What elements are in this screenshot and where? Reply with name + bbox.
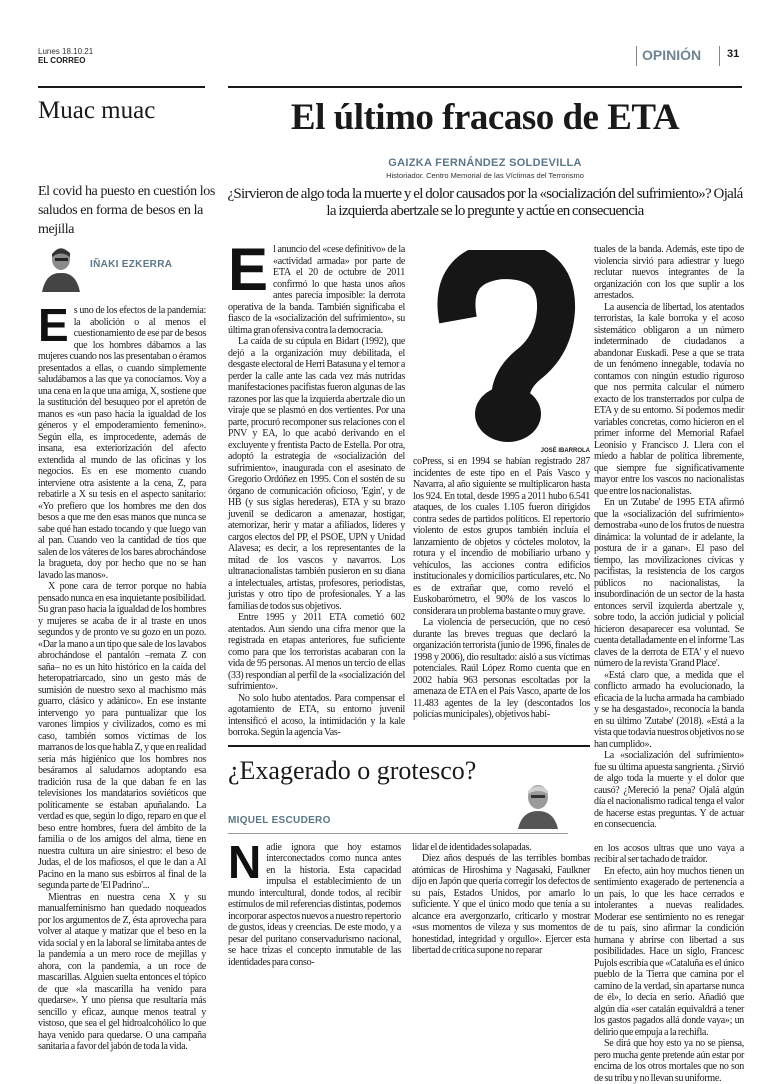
byline-rule xyxy=(228,833,568,834)
paragraph: Se dirá que hoy esto ya no se piensa, pero mucha gente pretende aún estar por encima de los otros mortales que no son de su tribu y no llevan su uniforme. xyxy=(594,1038,744,1084)
page-number: 31 xyxy=(727,48,739,60)
illustration-credit: JOSÉ IBARROLA xyxy=(541,448,590,454)
paragraph: Entre 1995 y 2011 ETA cometió 602 atentados. Aun siendo una cifra menor que la registrada en etapas anteriores, fue suficiente como para que los terroristas acabaran con la vida de 95 personas. Al menos un tercio de ellas (33) respondían al perfil de la «socialización del sufrimiento». xyxy=(228,612,405,693)
article-top-rule xyxy=(228,86,742,88)
paragraph: Mientras en nuestra cena X y su manualfeminismo han quedado noqueados por los argumentos de Z, ésta aprovecha para volver al ataque y matizar que el beso en la vida social y en la laboral se limitaba antes de la pandemia a un mero roce de mejillas y ahora, con la pandemia, a un roce de mascarillas. Alguien suelta entonces el tópico de que «la mascarilla ha venido para quedarse». Y uno piensa que resultaría más sencillo y eficaz, aunque menos teatral y vistoso, que sea el gel hidroalcohólico lo que haya venido para quedarse. O una campaña sanitaria a favor del jabón de toda la vida. xyxy=(38,892,206,1053)
author-role: Historiador. Centro Memorial de las Víctimas del Terrorismo xyxy=(228,171,742,180)
section-divider xyxy=(719,46,720,66)
question-mark-illustration xyxy=(413,244,590,456)
article-column-3 xyxy=(594,244,744,831)
column-subtitle: El covid ha puesto en cuestión los saludos en forma de besos en la mejilla xyxy=(38,182,218,239)
paragraph: en los acosos ultras que uno vaya a recibir al ser tachado de traidor. xyxy=(594,843,744,866)
second-article-column-2 xyxy=(412,842,590,957)
second-author-photo xyxy=(516,779,560,829)
page-date: Lunes 18.10.21 xyxy=(38,47,93,56)
paragraph: coPress, si en 1994 se habían registrado 287 incidentes de este tipo en el País Vasco y Navarra, al año siguiente se multiplicaron hasta los 924. En total, desde 1995 a 2011 hubo 6.541 ataques, de los cuales 1.105 fueron dirigidos contra sedes de partidos políticos. El repertorio violento de estos grupos también incluía el lanzamiento de objetos y cócteles molotov, la rotura y el incendio de mobiliario urbano y vehículos, las acciones contra edificios institucionales y domicilios particulares, etc. No es de extrañar que, como reveló el Euskobarómetro, el 90% de los vascos lo considerara un problema bastante o muy grave. xyxy=(413,456,590,617)
second-article-title: ¿Exagerado o grotesco? xyxy=(228,756,476,786)
second-article-columns xyxy=(228,842,590,969)
paragraph: l anuncio del «cese definitivo» de la «actividad armada» por parte de ETA el 20 de octubre de 2011 confirmó lo que hasta unos años antes parecía imposible: la derrota operativa de la banda. También significaba el fiasco de la «socialización del sufrimiento», su última gran ofensiva contra la democracia. xyxy=(228,244,405,336)
paragraph: La caída de su cúpula en Bidart (1992), que dejó a la organización muy debilitada, el desgaste electoral de Herri Batasuna y el temor a perder la calle ante las cada vez más nutridas manifestaciones pacifistas fueron algunas de las razones por las que la izquierda abertzale dio un viraje que se plasmó en dos vertientes. Por una parte, procuró recomponer sus relaciones con el PNV y EA, lo que acabó derivando en el excluyente y frentista Pacto de Estella. Por otra, adoptó la estrategia de «socialización del sufrimiento», inaugurada con el asesinato de Gregorio Ordóñez en 1995. Con el sostén de su órgano de comunicación oficioso, 'Egin', y de HB (y sus siglas herederas), ETA y su brazo juvenil se dedicaron a amenazar, hostigar, atemorizar, herir y matar a afiliados, líderes y cargos electos del PP, el PSOE, UPN y Unidad Alavesa; es decir, a los representantes de la mitad de los vascos y navarros. Los ultranacionalistas también pusieron en su diana a intelectuales, artistas, profesores, periodistas, juristas y otro tipo de profesionales. Y a las familias de todos sus objetivos. xyxy=(228,336,405,612)
paragraph: tuales de la banda. Además, este tipo de violencia sirvió para adiestrar y luego reclutar nuevos integrantes de la organización con los que suplir a los arrestados. xyxy=(594,244,744,302)
section-name: OPINIÓN xyxy=(642,47,701,63)
author-photo xyxy=(40,244,80,292)
article-author: GAIZKA FERNÁNDEZ SOLDEVILLA xyxy=(228,157,742,169)
column-body xyxy=(38,305,206,1053)
second-article-author: MIQUEL ESCUDERO xyxy=(228,815,331,826)
paragraph: «Está claro que, a medida que el conflicto armado ha evolucionado, la eficacia de la lucha armada ha cambiado y se ha desgastado», reconocía la banda en su último 'Zutabe' (2018). «Está a la vista que todavía nuestros objetivos no se han cumplido». xyxy=(594,670,744,751)
main-article-columns xyxy=(228,244,590,739)
column-top-rule xyxy=(38,86,205,88)
drop-cap: E xyxy=(38,306,69,344)
article-title: El último fracaso de ETA xyxy=(228,96,742,139)
paragraph: lidar el de identidades solapadas. xyxy=(412,842,590,854)
section-divider xyxy=(636,46,637,66)
article-column-2 xyxy=(413,456,590,721)
main-and-second-article-block xyxy=(228,244,590,968)
article-column-1 xyxy=(228,244,405,739)
paragraph: En efecto, aún hoy muchos tienen un sentimiento exagerado de pertenencia a un país, lo que les hace cerrados e intolerantes a nuevas realidades. Moderar ese sentimiento no es renegar de tu país, sino afirmar la condición humana y abrirse con libertad a sus posibilidades. Hace un siglo, Francesc Pujols escribía que «Cataluña es el único pueblo de la Tierra que camina por el camino de la verdad, sin apartarse nunca de él», lo decía en serio. Añadió que algún día «ser catalán equivaldrá a tener los gastos pagados allá donde vaya»; un delirio que empuja a la rechifla. xyxy=(594,866,744,1039)
article-subtitle: ¿Sirvieron de algo toda la muerte y el dolor causados por la «socialización del sufrimiento»? Ojalá la izquierda abertzale se lo pregunte y actúe en consecuencia xyxy=(224,186,746,220)
paragraph: La violencia de persecución, que no cesó durante las breves treguas que declaró la organización terrorista (junio de 1996, finales de 1998 y 2006), dio resultado: aisló a sus víctimas potenciales. Raúl López Romo cuenta que en 2002 había 963 personas escoltadas por la amenaza de ETA en el País Vasco, aparte de los 11.483 agentes de la ley (descontados los policías municipales), objetivos habi- xyxy=(413,617,590,721)
paragraph: adie ignora que hoy estamos interconectados como nunca antes en la historia. Esta capacidad impulsa el establecimiento de un mundo intercultural, donde todos, al recibir estímulos de mil referencias distintas, podemos incorporar aspectos nuevos a nuestro repertorio de gustos, ideas y creencias. De este modo, y a pesar del puritano conservadurismo nacional, se hace trizas el concepto inmutable de las identidades para conso- xyxy=(228,842,401,968)
paragraph: X pone cara de terror porque no había pensado nunca en esa inquietante posibilidad. Su gran paso hacia la igualdad de los hombres y mujeres se acaba de ir al traste en unos segundos y de pronto ve su gozo en un pozo. «Dar la mano a un tipo que sale de los lavabos abrochándose el pantalón –remata Z con saña– no es un hito histórico en la caída del heteropatriarcado, sino un gesto más de sumisión de nuestro sexo al machismo más guarro, clásico y adánico». En ese instante intervengo yo para puntualizar que los varones limpios y civilizados, como es mi caso, también somos víctimas de los marranos de los que habla Z, y que en realidad sería más higiénico que los hombres nos besáramos al saludarnos adoptando esa tradición rusa de la que daban fe en las televisiones los mandatarios soviéticos que políticamente se estaban apuñalando. La verdad es que, según lo digo, reparo en que el beso entre hombres, fuera del ámbito de la familia o de los amigos del alma, tiene en nuestra cultura un aire siniestro: el beso de Judas, el de los mafiosos, el que le dan a Al Pacino en la mano sus esbirros al final de la segunda parte de 'El Padrino'... xyxy=(38,581,206,892)
paragraph: No solo hubo atentados. Para compensar el agotamiento de ETA, su entorno juvenil intensificó el acoso, la intimidación y la kale borroka. Según la agencia Vas- xyxy=(228,693,405,739)
question-mark-icon xyxy=(413,250,590,450)
right-column-block xyxy=(594,244,744,1084)
drop-cap: N xyxy=(228,843,261,881)
second-article-column-1 xyxy=(228,842,401,969)
paragraph: s uno de los efectos de la pandemia: la abolición o al menos el cuestionamiento de ese par de besos que los hombres dábamos a las mujeres cuando nos las presentaban o éramos presentados a ellas, o cuando simplemente saludábamos a las que ya conocíamos. Voy a una cena en la que una amiga, X, sostiene que la sustitución del besuqueo por el apretón de manos es «un paso hacia la igualdad de los géneros y el empoderamiento femenino». Según ella, es improcedente, además de insana, esa exteriorización del afecto extendida al mundo de las oficinas y los negocios. Es en ese momento cuando interviene otra asistente a la cena, Z, para rebatirle a X su tesis en el aspecto sanitario: «Yo prefiero que los hombres me den dos besos a que me den esas manos que nunca se sabe qué han estado tocando y que luego van al pan. Cuando veo la cantidad de tíos que salen de los váteres de los bares abrochándose la bragueta, doy por hecho que no se han lavado las manos». xyxy=(38,305,206,581)
paragraph: La «socialización del sufrimiento» fue su última apuesta sangrienta. ¿Sirvió de algo toda la muerte y el dolor que causó? ¿Mereció la pena? Ojalá algún día el nacionalismo radical tenga el valor de hacerse estas preguntas. Y de actuar en consecuencia. xyxy=(594,750,744,831)
paragraph: Diez años después de las terribles bombas atómicas de Hiroshima y Nagasaki, Faulkner dijo en Japón que quería corregir los defectos de su país, Estados Unidos, por amarlo lo suficiente. Y que el único modo que tenía a su alcance era avergonzarlo, criticarlo y mostrar «sus momentos de vileza y sus momentos de honestidad, integridad y orgullo». Ejercer esta libertad de crítica supone no reparar xyxy=(412,853,590,957)
paragraph: En un 'Zutabe' de 1995 ETA afirmó que la «socialización del sufrimiento» demostraba «uno de los frutos de nuestra dinámica: la voluntad de ir adelante, la postura de ir a ganar». El paso del tiempo, las movilizaciones cívicas y pacifistas, la resistencia de los cargos públicos no nacionalistas, la insubordinación de un sector de la hasta entonces servil izquierda abertzale y, sobre todo, la acción judicial y policial hicieron desaparecer esa voluntad. Se cuenta detalladamente en el informe 'Las claves de la derrota de ETA' y el nuevo número de la revista 'Grand Place'. xyxy=(594,497,744,670)
article-column-2-wrap xyxy=(413,244,590,721)
column-title: Muac muac xyxy=(38,97,155,125)
drop-cap: E xyxy=(228,245,268,295)
second-article-column-3 xyxy=(594,843,744,1084)
newspaper-name: EL CORREO xyxy=(38,56,85,65)
column-author: IÑAKI EZKERRA xyxy=(90,259,172,270)
second-article-header xyxy=(228,747,590,831)
paragraph: La ausencia de libertad, los atentados terroristas, la kale borroka y el acoso sistemático obligaron a un número indeterminado de ciudadanos a abandonar Euskadi. Pese a que se trata de un fenómeno innegable, todavía no contamos con ningún estudio riguroso que nos permita calcular el número exacto de los transterrados por culpa de ETA y de su entorno. Sí podemos medir variables concretas, como hicieron en el primer informe del Memorial Rafael Leonisio y Francisco J. Llera con el miedo a hablar de política libremente, que siempre fue significativamente mayor entre los vascos no nacionalistas que entre los nacionalistas. xyxy=(594,302,744,498)
